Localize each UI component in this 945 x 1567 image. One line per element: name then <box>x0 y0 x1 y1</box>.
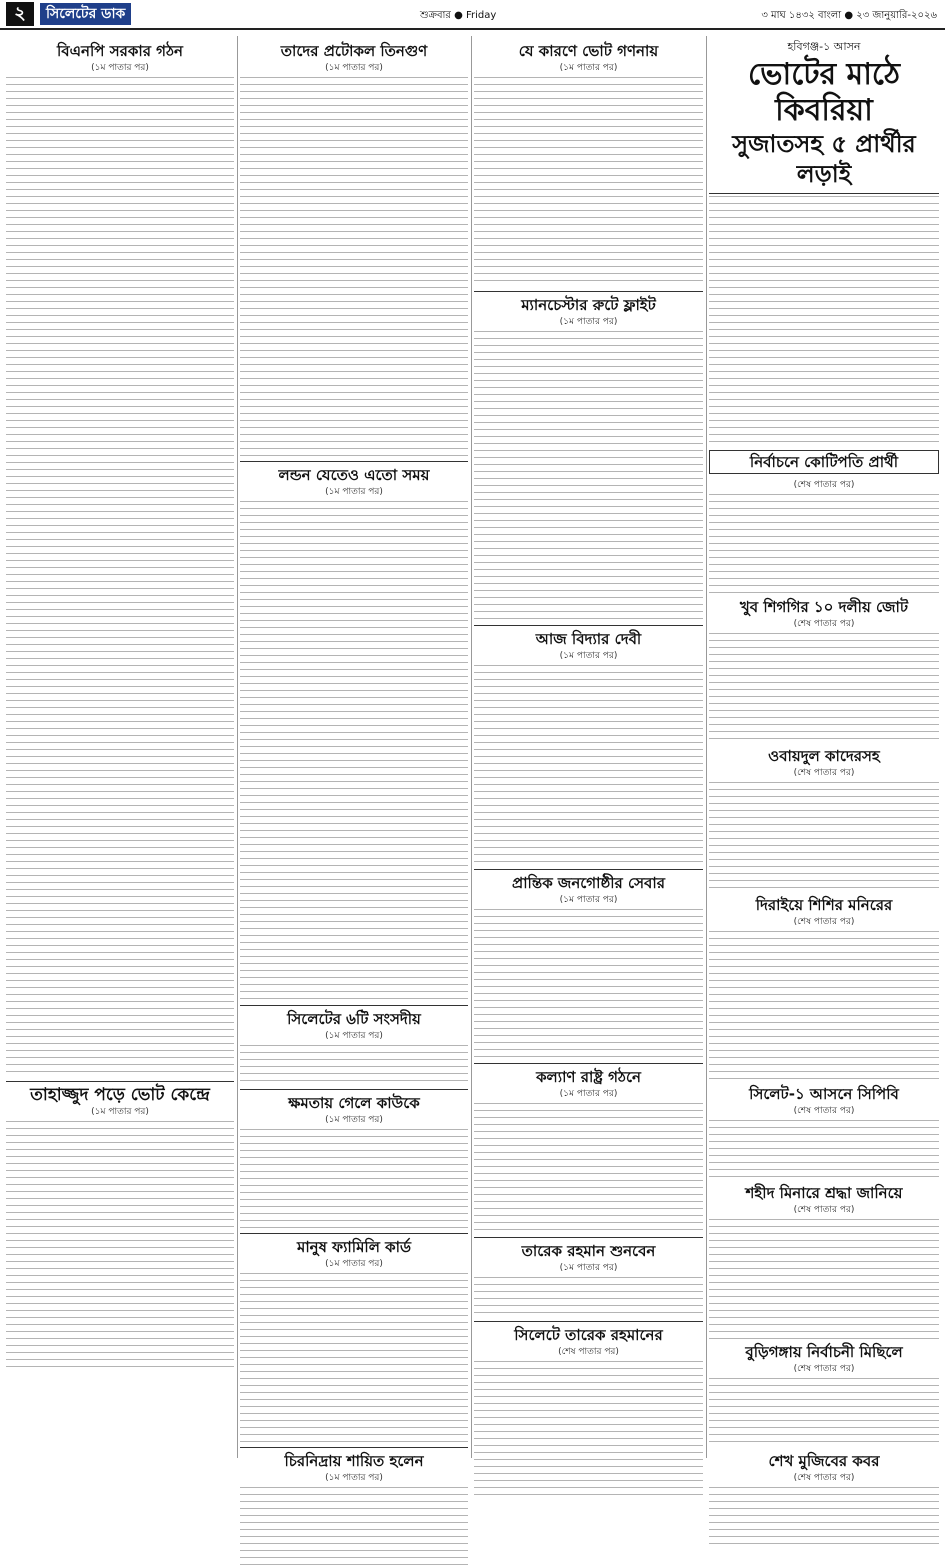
continuation-note: (১ম পাতার পর) <box>559 1263 618 1273</box>
newspaper-logo[interactable]: সিলেটের ডাক <box>40 3 131 25</box>
article-body <box>6 1121 234 1371</box>
article-body <box>474 1103 703 1233</box>
article-headline[interactable]: ওবায়দুল কাদেরসহ <box>768 747 880 765</box>
article-body <box>240 1273 468 1443</box>
article-body <box>240 1129 468 1229</box>
column-3 <box>474 38 703 1458</box>
divider <box>240 461 468 462</box>
article-headline[interactable]: প্রান্তিক জনগোষ্ঠীর সেবার <box>512 874 665 892</box>
continuation-note: (১ম পাতার পর) <box>559 651 618 661</box>
day-label: শুক্রবার ● Friday <box>420 10 497 21</box>
article-headline[interactable]: শহীদ মিনারে শ্রদ্ধা জানিয়ে <box>745 1184 903 1202</box>
article-body <box>709 782 939 892</box>
article-body <box>709 494 939 594</box>
article-headline[interactable]: লন্ডন যেতেও এতো সময় <box>278 466 430 484</box>
article-headline[interactable]: সিলেটের ৬টি সংসদীয় <box>287 1010 421 1028</box>
article-headline[interactable]: তারেক রহমান শুনবেন <box>521 1242 656 1260</box>
continuation-note: (১ম পাতার পর) <box>325 63 383 73</box>
continuation-note: (১ম পাতার পর) <box>559 895 618 905</box>
article-headline[interactable]: সিলেটে তারেক রহমানের <box>514 1326 663 1344</box>
feature-title[interactable]: ভোটের মাঠে কিবরিয়া <box>747 57 901 128</box>
article-body <box>240 77 468 457</box>
continuation-note: (১ম পাতার পর) <box>325 1259 383 1269</box>
divider <box>240 1005 468 1006</box>
continuation-note: (শেষ পাতার পর) <box>793 1473 855 1483</box>
article-body <box>709 1219 939 1339</box>
column-divider <box>237 36 238 1458</box>
article-headline[interactable]: ক্ষমতায় গেলে কাউকে <box>288 1094 420 1112</box>
article-body <box>709 633 939 743</box>
continuation-note: (শেষ পাতার পর) <box>793 1205 855 1215</box>
article-headline[interactable]: মানুষ ফ্যামিলি কার্ড <box>297 1238 411 1256</box>
divider <box>6 1081 234 1082</box>
divider <box>474 1321 703 1322</box>
continuation-note: (শেষ পাতার পর) <box>793 619 855 629</box>
divider <box>474 625 703 626</box>
feature-title[interactable]: সুজাতসহ ৫ প্রার্থীর লড়াই <box>732 130 916 188</box>
continuation-note: (১ম পাতার পর) <box>325 1115 383 1125</box>
continuation-note: (শেষ পাতার পর) <box>793 1106 855 1116</box>
page-number: ২ <box>6 2 34 26</box>
article-body <box>240 501 468 1001</box>
column-4 <box>709 38 939 1483</box>
article-headline[interactable]: চিরনিদ্রায় শায়িত হলেন <box>284 1452 424 1470</box>
article-body <box>474 77 703 287</box>
article-headline[interactable]: তাদের প্রটোকল তিনগুণ <box>280 42 428 60</box>
article-body <box>709 196 939 446</box>
divider <box>240 1233 468 1234</box>
article-body <box>474 909 703 1059</box>
article-body <box>240 1487 468 1567</box>
article-headline[interactable]: শেখ মুজিবের কবর <box>768 1452 880 1470</box>
article-headline[interactable]: বুড়িগঙ্গায় নির্বাচনী মিছিলে <box>745 1343 903 1361</box>
continuation-note: (১ম পাতার পর) <box>559 63 618 73</box>
date-label: ৩ মাঘ ১৪৩২ বাংলা ● ২৩ জানুয়ারি-২০২৬ <box>761 10 937 21</box>
article-body <box>474 1277 703 1317</box>
article-headline[interactable]: নির্বাচনে কোটিপতি প্রার্থী <box>709 450 939 474</box>
continuation-note: (১ম পাতার পর) <box>325 1031 383 1041</box>
divider <box>474 1237 703 1238</box>
divider <box>474 291 703 292</box>
article-headline[interactable]: সিলেট-১ আসনে সিপিবি <box>749 1085 899 1103</box>
article-headline[interactable]: ম্যানচেস্টার রুটে ফ্লাইট <box>521 296 656 314</box>
continuation-note: (১ম পাতার পর) <box>325 487 383 497</box>
article-body <box>474 665 703 865</box>
article-body <box>709 1378 939 1448</box>
article-headline[interactable]: কল্যাণ রাষ্ট্র গঠনে <box>536 1068 641 1086</box>
article-body <box>709 1487 939 1547</box>
continuation-note: (১ম পাতার পর) <box>559 1089 618 1099</box>
continuation-note: (১ম পাতার পর) <box>559 317 618 327</box>
continuation-note: (১ম পাতার পর) <box>91 1107 149 1117</box>
article-headline[interactable]: তাহাজ্জুদ পড়ে ভোট কেন্দ্রে <box>30 1085 210 1105</box>
continuation-note: (১ম পাতার পর) <box>325 1473 383 1483</box>
article-body <box>474 331 703 621</box>
column-divider <box>471 36 472 1458</box>
feature-kicker: হবিগঞ্জ-১ আসন <box>787 40 861 53</box>
continuation-note: (শেষ পাতার পর) <box>558 1347 619 1357</box>
column-1 <box>6 38 234 1458</box>
article-body <box>709 931 939 1081</box>
continuation-note: (শেষ পাতার পর) <box>793 1364 855 1374</box>
masthead <box>0 0 945 30</box>
divider <box>240 1089 468 1090</box>
article-body <box>474 1361 703 1501</box>
divider <box>474 869 703 870</box>
article-body <box>6 77 234 1077</box>
continuation-note: (শেষ পাতার পর) <box>793 917 855 927</box>
article-body <box>709 1120 939 1180</box>
article-headline[interactable]: যে কারণে ভোট গণনায় <box>518 42 659 60</box>
article-headline[interactable]: দিরাইয়ে শিশির মনিরের <box>755 896 893 914</box>
continuation-note: (১ম পাতার পর) <box>91 63 149 73</box>
continuation-note: (শেষ পাতার পর) <box>793 480 855 490</box>
column-2 <box>240 38 468 1483</box>
article-headline[interactable]: বিএনপি সরকার গঠন <box>57 42 183 60</box>
divider <box>240 1447 468 1448</box>
article-headline[interactable]: আজ বিদ্যার দেবী <box>535 630 642 648</box>
divider <box>474 1063 703 1064</box>
column-divider <box>706 36 707 1458</box>
article-headline[interactable]: খুব শিগগির ১০ দলীয় জোট <box>739 598 909 616</box>
continuation-note: (শেষ পাতার পর) <box>793 768 855 778</box>
feature-story[interactable] <box>709 38 939 194</box>
article-body <box>240 1045 468 1085</box>
